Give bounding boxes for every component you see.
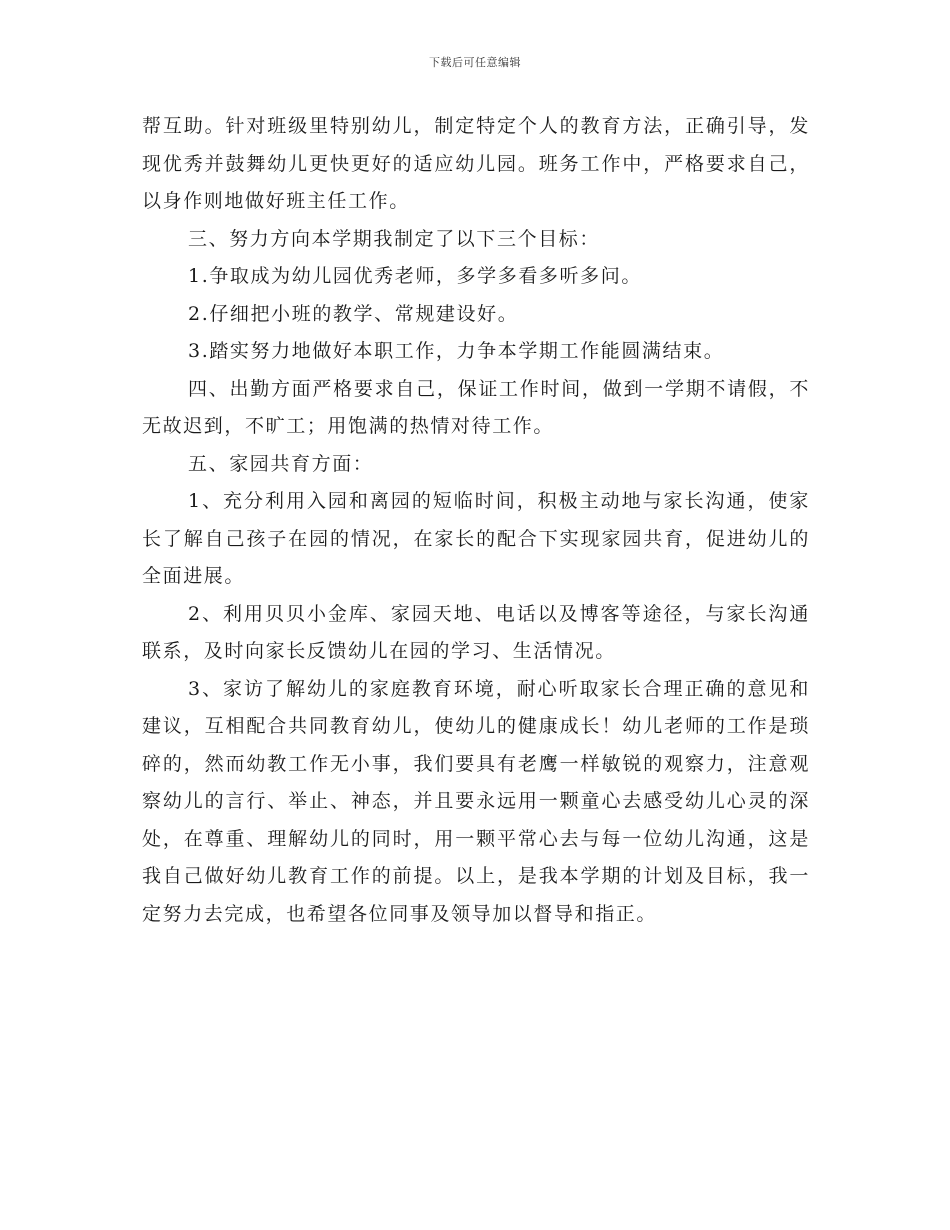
paragraph: 三、努力方向本学期我制定了以下三个目标： bbox=[188, 227, 601, 250]
paragraph: 3、家访了解幼儿的家庭教育环境，耐心听取家长合理正确的意见和建议，互相配合共同教育幼儿，使幼儿的健康成长！幼儿老师的工作是琐碎的，然而幼教工作无小事，我们要具有老鹰一样敏锐的观察力，注意观察幼儿的言行、举止、神态，并且要永远用一颗童心去感受幼儿心灵的深处，在尊重、理解幼儿的同时，用一颗平常心去与每一位幼儿沟通，这是我自己做好幼儿教育工作的前提。以上，是我本学期的计划及目标，我一定努力去完成，也希望各位同事及领导加以督导和指正。 bbox=[142, 677, 810, 925]
paragraph: 2.仔细把小班的教学、常规建设好。 bbox=[188, 302, 519, 325]
paragraph: 1.争取成为幼儿园优秀老师，多学多看多听多问。 bbox=[188, 265, 642, 287]
paragraph: 1、充分利用入园和离园的短临时间，积极主动地与家长沟通，使家长了解自己孩子在园的情况，在家长的配合下实现家园共育，促进幼儿的全面进展。 bbox=[142, 490, 810, 587]
paragraph: 五、家园共育方面： bbox=[188, 452, 374, 475]
paragraph: 四、出勤方面严格要求自己，保证工作时间，做到一学期不请假，不无故迟到，不旷工；用饱满的热情对待工作。 bbox=[142, 377, 810, 437]
paragraph: 帮互助。针对班级里特别幼儿，制定特定个人的教育方法，正确引导，发现优秀并鼓舞幼儿更快更好的适应幼儿园。班务工作中，严格要求自己，以身作则地做好班主任工作。 bbox=[142, 115, 810, 212]
header-note: 下载后可任意编辑 bbox=[429, 56, 521, 69]
paragraph: 3.踏实努力地做好本职工作，力争本学期工作能圆满结束。 bbox=[188, 340, 725, 362]
document-body bbox=[142, 108, 810, 933]
paragraph: 2、利用贝贝小金库、家园天地、电话以及博客等途径，与家长沟通联系，及时向家长反馈幼儿在园的学习、生活情况。 bbox=[142, 602, 810, 662]
